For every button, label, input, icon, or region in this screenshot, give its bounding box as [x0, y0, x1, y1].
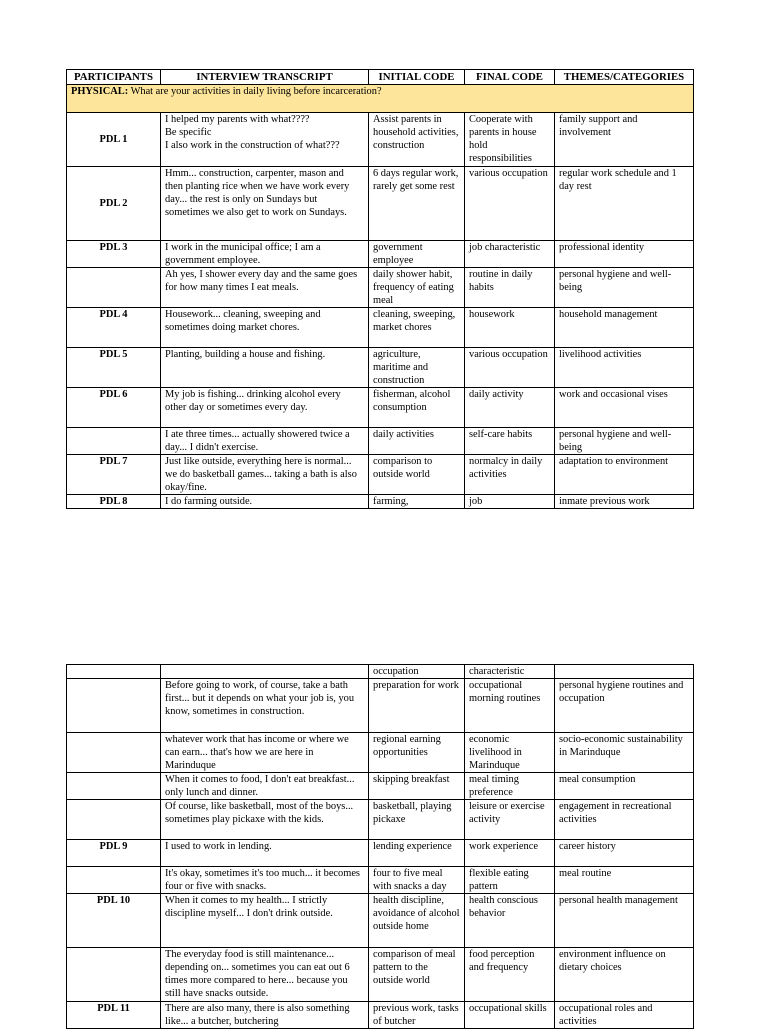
transcript-cell: Before going to work, of course, take a bath first... but it depends on what your job is, you know, sometimes in construction.: [161, 679, 369, 733]
final-code-cell: daily activity: [465, 388, 555, 428]
theme-cell: environment influence on dietary choices: [555, 948, 694, 1002]
table-row: [67, 348, 694, 388]
theme-cell: personal health management: [555, 894, 694, 948]
participant-cell: [67, 268, 161, 308]
initial-code-cell: comparison to outside world: [369, 455, 465, 495]
section-banner: [67, 85, 694, 113]
participant-cell: PDL 5: [67, 348, 161, 388]
final-code-cell: meal timing preference: [465, 773, 555, 800]
initial-code-cell: four to five meal with snacks a day: [369, 867, 465, 894]
transcript-cell: Just like outside, everything here is normal... we do basketball games... taking a bath is also okay/fine.: [161, 455, 369, 495]
final-code-cell: flexible eating pattern: [465, 867, 555, 894]
final-code-cell: housework: [465, 308, 555, 348]
transcript-cell: Ah yes, I shower every day and the same goes for how many times I eat meals.: [161, 268, 369, 308]
theme-cell: work and occasional vises: [555, 388, 694, 428]
final-code-cell: occupational morning routines: [465, 679, 555, 733]
final-code-cell: various occupation: [465, 348, 555, 388]
initial-code-cell: fisherman, alcohol consumption: [369, 388, 465, 428]
final-code-cell: food perception and frequency: [465, 948, 555, 1002]
final-code-cell: self-care habits: [465, 428, 555, 455]
theme-cell: adaptation to environment: [555, 455, 694, 495]
theme-cell: professional identity: [555, 241, 694, 268]
theme-cell: career history: [555, 840, 694, 867]
theme-cell: livelihood activities: [555, 348, 694, 388]
table-row: [67, 679, 694, 733]
participant-cell: [67, 428, 161, 455]
header-initial-code: INITIAL CODE: [369, 70, 465, 85]
transcript-cell: Housework... cleaning, sweeping and sometimes doing market chores.: [161, 308, 369, 348]
theme-cell: meal routine: [555, 867, 694, 894]
table-row: [67, 268, 694, 308]
theme-cell: personal hygiene and well-being: [555, 428, 694, 455]
transcript-cell: Hmm... construction, carpenter, mason and then planting rice when we have work every day... the rest is only on Sundays but sometimes we also get to work on Sundays.: [161, 167, 369, 241]
section-banner-row: [67, 85, 694, 113]
participant-cell: PDL 6: [67, 388, 161, 428]
initial-code-cell: cleaning, sweeping, market chores: [369, 308, 465, 348]
final-code-cell: characteristic: [465, 665, 555, 679]
participant-cell: [67, 665, 161, 679]
table-row: [67, 894, 694, 948]
final-code-cell: job: [465, 495, 555, 509]
table-row: [67, 308, 694, 348]
table-row: [67, 113, 694, 167]
initial-code-cell: 6 days regular work, rarely get some rest: [369, 167, 465, 241]
transcript-cell: I work in the municipal office; I am a government employee.: [161, 241, 369, 268]
theme-cell: socio-economic sustainability in Marinduque: [555, 733, 694, 773]
initial-code-cell: daily shower habit, frequency of eating meal: [369, 268, 465, 308]
participant-cell: [67, 948, 161, 1002]
header-final-code: FINAL CODE: [465, 70, 555, 85]
theme-cell: occupational roles and activities: [555, 1002, 694, 1029]
initial-code-cell: comparison of meal pattern to the outside world: [369, 948, 465, 1002]
table-row: [67, 428, 694, 455]
initial-code-cell: lending experience: [369, 840, 465, 867]
table-row: [67, 455, 694, 495]
theme-cell: personal hygiene routines and occupation: [555, 679, 694, 733]
initial-code-cell: occupation: [369, 665, 465, 679]
initial-code-cell: farming,: [369, 495, 465, 509]
header-participants: PARTICIPANTS: [67, 70, 161, 85]
participant-cell: [67, 679, 161, 733]
participant-cell: PDL 10: [67, 894, 161, 948]
participant-cell: PDL 3: [67, 241, 161, 268]
participant-cell: PDL 2: [67, 167, 161, 241]
transcript-cell: It's okay, sometimes it's too much... it becomes four or five with snacks.: [161, 867, 369, 894]
participant-cell: PDL 8: [67, 495, 161, 509]
final-code-cell: health conscious behavior: [465, 894, 555, 948]
transcript-cell: whatever work that has income or where we can earn... that's how we are here in Marinduque: [161, 733, 369, 773]
transcript-cell: When it comes to my health... I strictly discipline myself... I don't drink outside.: [161, 894, 369, 948]
theme-cell: meal consumption: [555, 773, 694, 800]
table-row: [67, 800, 694, 840]
theme-cell: [555, 665, 694, 679]
table-row: [67, 840, 694, 867]
transcript-cell: I used to work in lending.: [161, 840, 369, 867]
participant-cell: PDL 4: [67, 308, 161, 348]
transcript-cell: I helped my parents with what???? Be specific I also work in the construction of what???: [161, 113, 369, 167]
theme-cell: personal hygiene and well-being: [555, 268, 694, 308]
participant-cell: [67, 733, 161, 773]
initial-code-cell: daily activities: [369, 428, 465, 455]
theme-cell: regular work schedule and 1 day rest: [555, 167, 694, 241]
theme-cell: inmate previous work: [555, 495, 694, 509]
final-code-cell: work experience: [465, 840, 555, 867]
transcript-cell: I ate three times... actually showered twice a day... I didn't exercise.: [161, 428, 369, 455]
final-code-cell: various occupation: [465, 167, 555, 241]
theme-cell: engagement in recreational activities: [555, 800, 694, 840]
final-code-cell: routine in daily habits: [465, 268, 555, 308]
table-row: [67, 733, 694, 773]
table-row: [67, 167, 694, 241]
header-themes-categories: THEMES/CATEGORIES: [555, 70, 694, 85]
participant-cell: [67, 800, 161, 840]
transcript-cell: My job is fishing... drinking alcohol every other day or sometimes every day.: [161, 388, 369, 428]
initial-code-cell: health discipline, avoidance of alcohol outside home: [369, 894, 465, 948]
final-code-cell: occupational skills: [465, 1002, 555, 1029]
page-break-gap: [0, 524, 768, 660]
final-code-cell: economic livelihood in Marinduque: [465, 733, 555, 773]
table-row: [67, 388, 694, 428]
coding-table-page-1: [66, 69, 694, 509]
table-row: [67, 495, 694, 509]
header-interview-transcript: INTERVIEW TRANSCRIPT: [161, 70, 369, 85]
transcript-cell: Of course, like basketball, most of the boys... sometimes play pickaxe with the kids.: [161, 800, 369, 840]
table-row: [67, 867, 694, 894]
transcript-cell: I do farming outside.: [161, 495, 369, 509]
initial-code-cell: previous work, tasks of butcher: [369, 1002, 465, 1029]
participant-cell: PDL 1: [67, 113, 161, 167]
final-code-cell: Cooperate with parents in house hold responsibilities: [465, 113, 555, 167]
initial-code-cell: regional earning opportunities: [369, 733, 465, 773]
header-row: [67, 70, 694, 85]
participant-cell: [67, 773, 161, 800]
final-code-cell: leisure or exercise activity: [465, 800, 555, 840]
initial-code-cell: basketball, playing pickaxe: [369, 800, 465, 840]
initial-code-cell: government employee: [369, 241, 465, 268]
participant-cell: PDL 7: [67, 455, 161, 495]
table-row: [67, 1002, 694, 1029]
transcript-cell: [161, 665, 369, 679]
final-code-cell: normalcy in daily activities: [465, 455, 555, 495]
final-code-cell: job characteristic: [465, 241, 555, 268]
participant-cell: [67, 867, 161, 894]
transcript-cell: Planting, building a house and fishing.: [161, 348, 369, 388]
initial-code-cell: skipping breakfast: [369, 773, 465, 800]
theme-cell: family support and involvement: [555, 113, 694, 167]
initial-code-cell: Assist parents in household activities, construction: [369, 113, 465, 167]
theme-cell: household management: [555, 308, 694, 348]
initial-code-cell: agriculture, maritime and construction: [369, 348, 465, 388]
section-label: PHYSICAL:: [71, 86, 129, 97]
participant-cell: PDL 11: [67, 1002, 161, 1029]
transcript-cell: There are also many, there is also something like... a butcher, butchering: [161, 1002, 369, 1029]
table-row: [67, 241, 694, 268]
participant-cell: PDL 9: [67, 840, 161, 867]
initial-code-cell: preparation for work: [369, 679, 465, 733]
table-row: [67, 948, 694, 1002]
transcript-cell: When it comes to food, I don't eat breakfast... only lunch and dinner.: [161, 773, 369, 800]
section-question: What are your activities in daily living before incarceration?: [128, 86, 382, 97]
table-row: [67, 665, 694, 679]
table-row: [67, 773, 694, 800]
coding-table-page-2: [66, 664, 694, 1029]
transcript-cell: The everyday food is still maintenance... depending on... sometimes you can eat out 6 times more compared to here... because you still have snacks outside.: [161, 948, 369, 1002]
